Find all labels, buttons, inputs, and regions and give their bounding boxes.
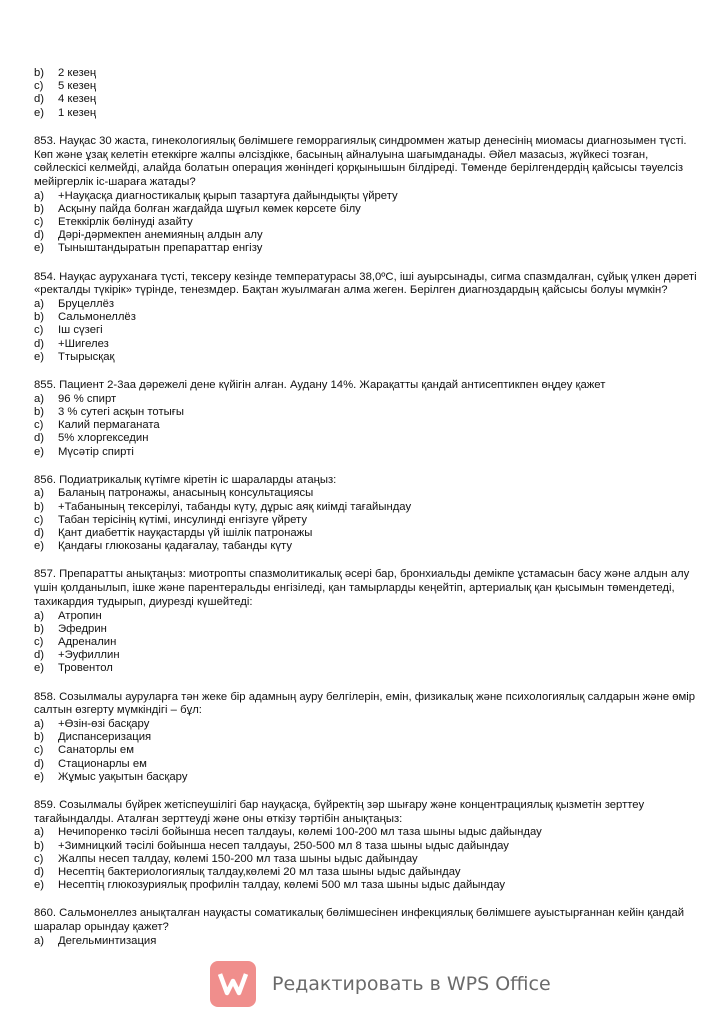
question-text: үшін қолданылып, ішке және парентеральды енгізіледі, қан тамырларды кеңейтіп, артериалық қан қысымын төмендетеді,: [34, 582, 675, 595]
option-letter: a): [34, 298, 45, 310]
option-text: Атропин: [58, 609, 102, 622]
option-letter: d): [34, 93, 45, 106]
option-text: 3 % сутегі асқын тотығы: [58, 405, 184, 418]
option-letter: d): [34, 337, 45, 350]
option-text: Несептің бактериологиялық талдау,көлемі 20 мл таза шыны ыдыс дайындау: [58, 865, 461, 878]
option-letter: c): [34, 513, 44, 526]
option-text: Тыныштандыратын препараттар енгізу: [58, 242, 263, 255]
option-letter: e): [34, 445, 45, 458]
option-text: 5% хлоргекседин: [58, 432, 149, 445]
option-letter: a): [34, 392, 45, 405]
option-text: Етеккірлік бөлінуді азайту: [58, 216, 193, 228]
option-letter: c): [34, 419, 44, 432]
option-letter: e): [34, 770, 45, 783]
option-text: Жалпы несеп талдау, көлемі 150-200 мл таза шыны ыдыс дайындау: [58, 852, 418, 865]
question-text: «ректалды түкірік» түрінде, тенезмдер. Бақтан жуылмаған алма жеген. Берілген диагноздардың қайсысы болуы мүмкін?: [34, 284, 668, 297]
option-letter: a): [34, 189, 45, 202]
option-text: Нечипоренко тәсілі бойынша несеп талдауы, көлемі 100-200 мл таза шыны ыдыс дайындау: [58, 826, 542, 839]
option-letter: b): [34, 202, 45, 215]
option-letter: e): [34, 350, 45, 363]
option-letter: c): [34, 216, 44, 228]
option-letter: e): [34, 106, 45, 119]
option-letter: b): [34, 731, 45, 744]
question-text: 854. Науқас ауруханаға түсті, тексеру кезінде температурасы 38,0ºС, іші ауырсынады, сигма спазмдалған, сұйық үлкен дәреті: [34, 270, 697, 283]
question-text: Көп және ұзақ келетін етеккірге жалпы әлсіздікке, басының айналуына шағымданады. Әйел мазасыз, жүйкесі тозған,: [34, 148, 649, 161]
option-letter: a): [34, 826, 45, 839]
option-text: Мүсәтір спирті: [58, 445, 134, 458]
wps-logo-icon: [210, 961, 256, 1007]
question-text: 857. Препаратты анықтаңыз: миотропты спазмолитикалық әсері бар, бронхиальды демікпе ұстамасын басу және алдын алу: [34, 568, 690, 581]
question-text: 859. Созылмалы бүйрек жетіспеушілігі бар науқасқа, бүйректің зәр шығару және концентрациялық қызметін зерттеу: [34, 798, 645, 811]
question-text: салтын өзгерту мүмкіндігі – бұл:: [34, 704, 202, 717]
option-letter: e): [34, 662, 45, 675]
option-letter: c): [34, 744, 44, 757]
option-text: +Зимницкий тәсілі бойынша несеп талдауы, 250-500 мл 8 таза шыны ыдыс дайындау: [58, 839, 509, 852]
option-letter: a): [34, 609, 45, 622]
option-text: Қант диабеттік науқастарды үй ішілік патронажы: [58, 527, 313, 539]
option-letter: b): [34, 500, 45, 513]
question-text: сөйлескісі келмейді, алайда болатын операция жөніндегі қорқынышын білдіреді. Төменде берілгендердің қайсысы тәуелсіз: [34, 162, 684, 175]
edit-in-wps-button[interactable]: [210, 961, 551, 1007]
option-letter: d): [34, 432, 45, 445]
option-text: Бруцеллёз: [58, 298, 115, 310]
option-letter: b): [34, 405, 45, 418]
option-letter: d): [34, 649, 45, 662]
option-text: Тровентол: [58, 662, 113, 675]
option-text: Стационарлы ем: [58, 757, 147, 770]
option-letter: d): [34, 865, 45, 878]
option-text: Баланың патронажы, анасының консультациясы: [58, 487, 314, 500]
question-text: 853. Науқас 30 жаста, гинекологиялық бөлімшеге геморрагиялық синдроммен жатыр денесінің миомасы диагнозымен түсті.: [34, 134, 687, 147]
option-text: Қандағы глюкозаны қадағалау, табанды күту: [58, 540, 292, 553]
question-text: шаралар орындау қажет?: [34, 921, 169, 933]
option-letter: c): [34, 324, 44, 337]
option-letter: a): [34, 934, 45, 947]
option-letter: e): [34, 242, 45, 255]
option-letter: d): [34, 229, 45, 242]
option-text: Дәрі-дәрмекпен анемияның алдын алу: [58, 229, 263, 242]
option-text: Сальмонеллёз: [58, 311, 136, 324]
option-text: 96 % спирт: [58, 392, 117, 405]
option-text: +Эуфиллин: [58, 649, 120, 662]
option-text: Калий пермаганата: [58, 419, 160, 432]
option-text: Дегельминтизация: [58, 934, 157, 947]
option-letter: a): [34, 717, 45, 730]
option-text: Жұмыс уақытын басқару: [58, 770, 188, 783]
option-text: +Шигелез: [58, 337, 109, 350]
option-letter: b): [34, 311, 45, 324]
question-text: 858. Созылмалы ауруларға тән жеке бір адамның ауру белгілерін, емін, физикалық және психологиялық салдарын және өмір: [34, 690, 696, 703]
option-text: Ттырысқақ: [58, 350, 115, 363]
option-text: Диспансеризация: [58, 731, 152, 744]
question-text: тағайындалды. Аталған зерттеуді және оны өткізу тәртібін анықтаңыз:: [34, 812, 403, 825]
option-text: Табан терісінің күтімі, инсулинді енгізуге үйрету: [58, 513, 308, 526]
option-letter: d): [34, 527, 45, 539]
option-letter: e): [34, 540, 45, 553]
question-text: 856. Подиатрикалық күтімге кіретін іс шараларды атаңыз:: [34, 473, 337, 486]
option-letter: c): [34, 635, 44, 648]
option-text: 4 кезең: [58, 93, 97, 106]
option-letter: e): [34, 879, 45, 892]
option-text: Эфедрин: [58, 622, 107, 635]
option-text: 2 кезең: [58, 67, 97, 79]
option-text: +Табанының тексерілуі, табанды күту, дұрыс аяқ киімді тағайындау: [58, 500, 412, 513]
option-text: Іш сүзегі: [58, 324, 103, 337]
option-text: Несептің глюкозуриялық профилін талдау, көлемі 500 мл таза шыны ыдыс дайындау: [58, 879, 506, 892]
question-text: тахикардия тудырып, диурезді күшейтеді:: [34, 595, 253, 608]
option-letter: b): [34, 622, 45, 635]
option-text: Асқыну пайда болған жағдайда шұғыл көмек көрсете білу: [58, 202, 361, 215]
option-text: Адреналин: [58, 635, 117, 648]
option-text: 1 кезең: [58, 106, 97, 119]
option-letter: c): [34, 80, 44, 93]
option-text: 5 кезең: [58, 80, 97, 93]
option-text: Санаторлы ем: [58, 744, 134, 757]
option-letter: a): [34, 487, 45, 500]
option-text: +Науқасқа диагностикалық қырып тазартуға дайындықты үйрету: [58, 189, 398, 202]
question-text: 855. Пациент 2-3аа дәрежелі дене күйігін алған. Аудану 14%. Жарақатты қандай антисептикпен өңдеу қажет: [34, 379, 606, 391]
option-text: +Өзін-өзі басқару: [58, 717, 150, 730]
option-letter: c): [34, 852, 44, 865]
question-text: мейіргерлік іс-шараға жатады?: [34, 175, 196, 188]
option-letter: b): [34, 67, 45, 79]
option-letter: d): [34, 757, 45, 770]
option-letter: b): [34, 839, 45, 852]
edit-in-wps-label: Редактировать в WPS Office: [272, 973, 551, 995]
question-text: 860. Сальмонеллез анықталған науқасты соматикалық бөлімшесінен инфекциялық бөлімшеге ауыстырғаннан кейін қандай: [34, 907, 685, 920]
